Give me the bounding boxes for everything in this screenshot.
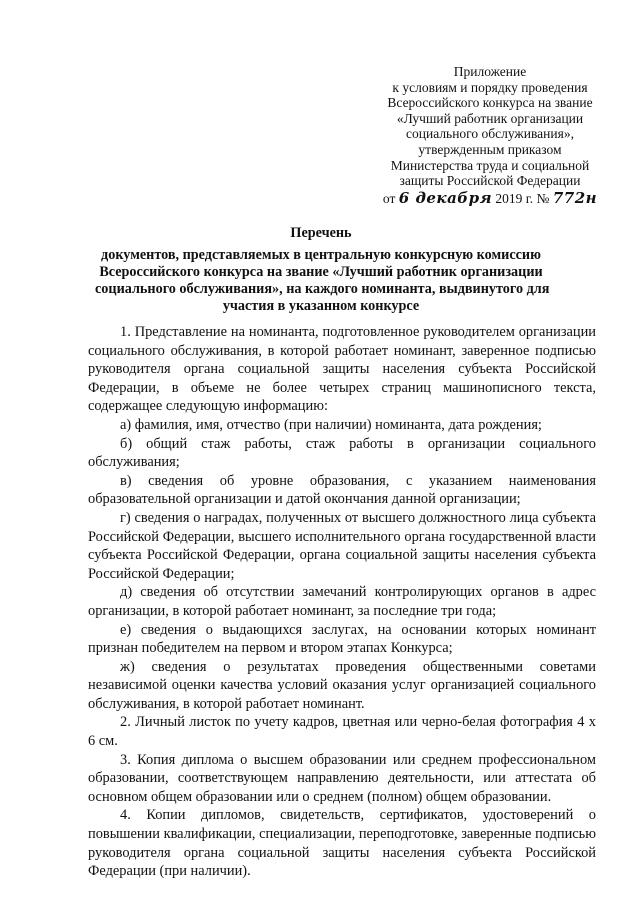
paragraph-item-3: 3. Копия диплома о высшем образовании или среднем профессиональном образовании, соответствующем направлению деятельности, или аттестата об основном общем образовании или о среднем (полном) общем образовании. xyxy=(88,751,596,805)
attachment-line: Министерства труда и социальной xyxy=(390,157,590,173)
attachment-line: Всероссийского конкурса на звание xyxy=(387,95,593,111)
paragraph-subitem-b: б) общий стаж работы, стаж работы в организации социального обслуживания; xyxy=(88,435,596,471)
document-title xyxy=(95,225,550,315)
attachment-line: Приложение xyxy=(453,64,527,79)
attachment-line: к условиям и порядку проведения xyxy=(392,79,588,95)
paragraph-subitem-g: г) сведения о наградах, полученных от высшего должностного лица субъекта Российской Федерации, высшего исполнительного органа государственной власти субъекта Российской Федерации, органа социальной защиты населения субъекта Российской Федерации; xyxy=(88,509,596,582)
title-heading: Перечень xyxy=(290,225,352,241)
order-date-handwritten: 6 декабря xyxy=(398,188,493,207)
title-line: социального обслуживания», на каждого номинанта, выдвинутого для xyxy=(95,281,550,297)
paragraph-subitem-e: е) сведения о выдающихся заслугах, на основании которых номинант признан победителем на первом и втором этапах Конкурса; xyxy=(88,621,596,657)
attachment-line: «Лучший работник организации xyxy=(396,110,584,126)
paragraph-subitem-d: д) сведения об отсутствии замечаний контролирующих органов в адрес организации, в которой работает номинант, за последние три года; xyxy=(88,584,596,619)
paragraph-item-1: 1. Представление на номинанта, подготовленное руководителем организации социального обслуживания, в которой работает номинант, заверенное подписью руководителя органа социальной защиты населения субъекта Российской Федерации, в объеме не более четырех страниц машинописного текста, содержащее следующую информацию: xyxy=(88,324,596,415)
order-prefix: от xyxy=(382,190,396,206)
order-reference xyxy=(370,188,610,207)
attachment-line: защиты Российской Федерации xyxy=(399,173,581,189)
title-line: участия в указанном конкурсе xyxy=(222,298,420,314)
title-line: Всероссийского конкурса на звание «Лучший работник организации xyxy=(99,264,543,280)
paragraph-subitem-zh: ж) сведения о результатах проведения общественными советами независимой оценки качества условий оказания услуг организацией социального обслуживания, в которой работает номинант. xyxy=(88,658,596,712)
title-line: документов, представляемых в центральную конкурсную комиссию xyxy=(101,247,541,263)
attachment-line: утвержденным приказом xyxy=(418,141,562,157)
attachment-line: социального обслуживания», xyxy=(406,126,574,142)
order-year: 2019 г. № xyxy=(495,190,550,206)
document-body xyxy=(88,323,596,881)
paragraph-item-2: 2. Личный листок по учету кадров, цветная или черно-белая фотография 4 х 6 см. xyxy=(88,714,596,750)
paragraph-subitem-v: в) сведения об уровне образования, с указанием наименования образовательной организации и датой окончания данной организации; xyxy=(88,472,596,508)
attachment-header xyxy=(370,64,610,206)
paragraph-subitem-a: а) фамилия, имя, отчество (при наличии) номинанта, дата рождения; xyxy=(120,416,542,433)
paragraph-item-4: 4. Копии дипломов, свидетельств, сертификатов, удостоверений о повышении квалификации, специализации, переподготовке, заверенные подписью руководителя органа социальной защиты населения субъекта Российской Федерации (при наличии). xyxy=(88,807,596,880)
order-number-handwritten: 772н xyxy=(552,188,598,207)
